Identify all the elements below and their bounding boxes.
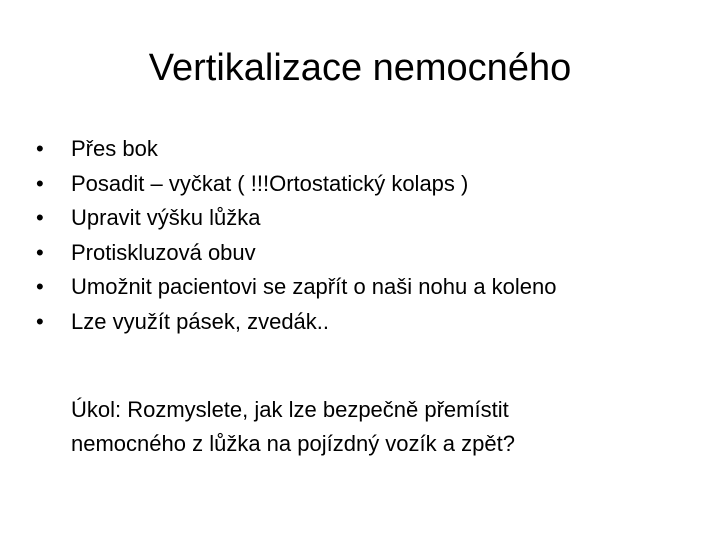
bullet-icon: • [36,308,44,334]
bullet-icon: • [36,239,44,265]
bullet-icon: • [36,170,44,196]
task-line: Úkol: Rozmyslete, jak lze bezpečně přemístit [71,397,509,422]
list-item [36,305,696,340]
bullet-list [36,132,696,339]
list-item [36,167,696,202]
task-line: nemocného z lůžka na pojízdný vozík a zpět? [71,431,515,456]
list-item [36,270,696,305]
slide-title: Vertikalizace nemocného [148,47,572,89]
list-item [36,201,696,236]
bullet-icon: • [36,136,44,161]
bullet-icon: • [36,205,44,230]
bullet-icon: • [36,274,44,299]
bullet-text: Posadit – vyčkat ( !!!Ortostatický kolaps ) [71,170,469,196]
bullet-text: Přes bok [71,136,158,161]
list-item [36,132,696,167]
bullet-text: Protiskluzová obuv [71,239,256,265]
bullet-text: Upravit výšku lůžka [71,205,261,230]
list-item [36,236,696,271]
bullet-text: Lze využít pásek, zvedák.. [71,308,330,334]
bullet-text: Umožnit pacientovi se zapřít o naši nohu a koleno [71,274,557,299]
task-question [71,393,691,461]
